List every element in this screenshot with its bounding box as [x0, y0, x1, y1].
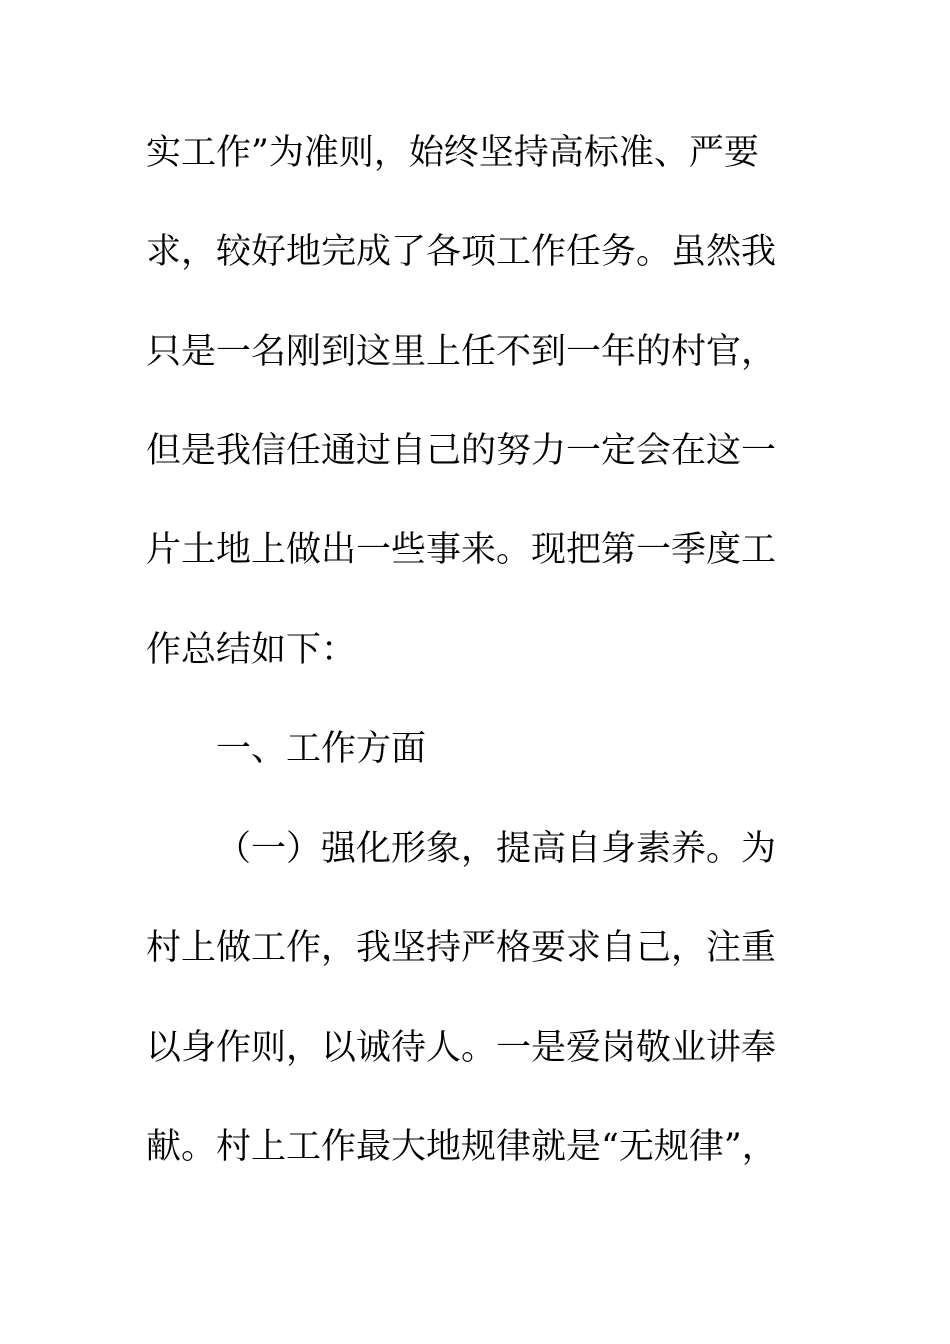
text-line-2: 求，较好地完成了各项工作任务。虽然我	[146, 232, 777, 272]
text-line-3: 只是一名刚到这里上任不到一年的村官，	[146, 332, 777, 372]
text-line-1: 实工作”为准则，始终坚持高标准、严要	[146, 133, 759, 173]
text-line-5: 片土地上做出一些事来。现把第一季度工	[146, 530, 777, 570]
text-line-9: 村上做工作，我坚持严格要求自己，注重	[146, 928, 777, 968]
text-line-4: 但是我信任通过自己的努力一定会在这一	[146, 431, 777, 471]
subsection-heading-line: （一）强化形象，提高自身素养。为	[216, 829, 777, 869]
text-line-10: 以身作则，以诚待人。一是爱岗敬业讲奉	[146, 1028, 777, 1068]
text-line-11: 献。村上工作最大地规律就是“无规律”，	[146, 1127, 777, 1167]
section-heading: 一、工作方面	[216, 729, 427, 769]
text-line-6: 作总结如下：	[146, 630, 357, 670]
